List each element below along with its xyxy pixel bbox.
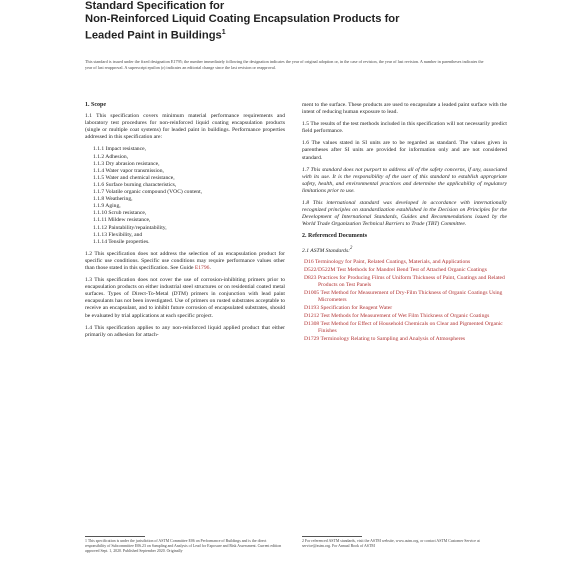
title-line: Standard Specification for (85, 0, 225, 12)
paragraph-1-4: 1.4 This specification applies to any non-reinforced liquid applied product that either primarily on adhesion for attach- (85, 324, 285, 338)
reference-title-link[interactable]: Terminology Relating to Sampling and Analysis of Atmospheres (320, 336, 466, 343)
paragraph-1-4-continued: ment to the surface. These products are used to encapsulate a leaded paint surface with the intent of reducing human exposure to lead. (302, 102, 507, 116)
paragraph-1-3: 1.3 This specification does not cover the use of corrosion-inhibiting primers prior to encapsulation products on either industrial steel structures or on residential coated metal surfaces. Types of Direct-To-Metal (DTM) primers in conjunction with lead paint encapsulants has not been investigated. Use of primers on rusted substrates acceptable to receive an encapsulant, and to inhibit future corrosion of encapsulated substrates, should be evaluated by trial applications at each specific project. (85, 277, 285, 319)
list-item: 1.1.2 Adhesion, (93, 153, 129, 160)
paragraph-1-5: 1.5 The results of the test methods included in this specification will not necessarily predict field performance. (302, 121, 507, 135)
reference-title-link[interactable]: Test Methods for Measurement of Wet Film Thickness of Organic Coatings (320, 313, 490, 320)
reference-item (302, 336, 507, 343)
reference-code-link[interactable]: D16 (304, 259, 314, 266)
title-line: Leaded Paint in Buildings$^1$ (85, 29, 226, 42)
reference-item (302, 321, 507, 335)
footnote-rule (85, 536, 145, 537)
list-item: 1.1.12 Paintability/repaintability, (93, 224, 167, 231)
paragraph-1-2: 1.2 This specification does not address the selection of an encapsulation product for specific use conditions. Specific use conditions may require performance values other than those stated in this specification. See Guide E1796. (85, 250, 285, 271)
reference-code-link[interactable]: D1005 (304, 290, 320, 297)
performance-properties-list (85, 146, 285, 245)
footnote-rule (302, 536, 362, 537)
list-item: 1.1.1 Impact resistance, (93, 146, 146, 153)
reference-code-link[interactable]: D823 (304, 275, 317, 282)
reference-title-link[interactable]: Test Methods for Mandrel Bend Test of Attached Organic Coatings (336, 267, 487, 274)
reference-code-link[interactable]: D1212 (304, 313, 320, 320)
paragraph-1-7: 1.7 This standard does not purport to address all of the safety concerns, if any, associated with its use. It is the responsibility of the user of this standard to establish appropriate safety, health, and environmental practices and determine the applicability of regulatory limitations prior to use. (302, 166, 507, 194)
reference-item (302, 275, 507, 289)
scope-heading: 1. Scope (85, 102, 106, 108)
footnote-left (85, 530, 285, 554)
list-item: 1.1.6 Surface burning characteristics, (93, 181, 177, 188)
list-item: 1.1.13 Flexibility, and (93, 231, 143, 238)
paragraph-1-1: 1.1 This specification covers minimum material performance requirements and laboratory test procedures for non-reinforced liquid coating encapsulation products (single or multiple coat systems) for leaded paint in buildings. Performance properties addressed in this specification are: (85, 113, 285, 141)
reference-title-link[interactable]: Terminology for Paint, Related Coatings, Materials, and Applications (314, 259, 471, 266)
list-item: 1.1.14 Tensile properties. (93, 238, 150, 245)
reference-item (302, 290, 507, 304)
reference-item (302, 313, 507, 320)
reference-title-link[interactable]: Practices for Producing Films of Uniform Thickness of Paint, Coatings and Related Products on Test Panels (317, 275, 505, 289)
right-column (302, 102, 507, 344)
guide-link[interactable]: E1796 (194, 264, 210, 271)
left-column (85, 102, 285, 344)
designation-preamble: This standard is issued under the fixed designation E1795; the number immediately following the designation indicates the year of original adoption or, in the case of revision, the year of last revision. A number in parentheses indicates the year of last reapproval. A superscript epsilon (ε) indicates an editorial change since the last revision or reapproval. (85, 59, 484, 70)
reference-code-link[interactable]: D1308 (304, 321, 320, 328)
list-item: 1.1.7 Volatile organic compound (VOC) content, (93, 189, 203, 196)
reference-code-link[interactable]: D1193 (304, 305, 320, 312)
reference-item (302, 305, 507, 312)
list-item: 1.1.8 Weathering, (93, 196, 133, 203)
reference-item (302, 259, 507, 266)
paragraph-1-8: 1.8 This international standard was developed in accordance with internationally recognized principles on standardization established in the Decision on Principles for the Development of International Standards, Guides and Recommendations issued by the World Trade Organization Technical Barriers to Trade (TBT) Committee. (302, 200, 507, 228)
reference-title-link[interactable]: Test Method for Effect of Household Chemicals on Clear and Pigmented Organic Finishes (318, 321, 503, 335)
reference-code-link[interactable]: D522/D522M (304, 267, 336, 274)
list-item: 1.1.4 Water vapor transmission, (93, 167, 164, 174)
reference-title-link[interactable]: Test Method for Measurement of Dry-Film Thickness of Organic Coatings Using Micrometers (318, 290, 503, 304)
reference-title-link[interactable]: Specification for Reagent Water (320, 305, 393, 312)
list-item: 1.1.3 Dry abrasion resistance, (93, 160, 160, 167)
reference-item (302, 267, 507, 274)
footnote-text: 1 This specification is under the jurisdiction of ASTM Committee E06 on Performance of Buildings and is the direct responsibility of Subcommittee E06.23 on Sampling and Analysis of Lead for Exposure and Risk Assessment. Current edition approved Sept. 1, 2020. Published September 2020. Originally (85, 539, 282, 553)
list-item: 1.1.10 Scrub resistance, (93, 210, 147, 217)
list-item: 1.1.11 Mildew resistance, (93, 217, 151, 224)
astm-standards-intro: 2.1 ASTM Standards:$^2$ (302, 245, 353, 254)
title-footnote-mark: 1 (221, 29, 226, 36)
footnote-text: 2 For referenced ASTM standards, visit the ASTM website, www.astm.org, or contact ASTM Customer Service at service@astm.org. For Annual Book of ASTM (302, 539, 480, 548)
footnote-right (302, 530, 507, 549)
list-item: 1.1.5 Water and chemical resistance, (93, 174, 175, 181)
referenced-documents-heading: 2. Referenced Documents (302, 233, 368, 240)
reference-code-link[interactable]: D1729 (304, 336, 320, 343)
paragraph-1-6: 1.6 The values stated in SI units are to be regarded as standard. The values given in parentheses after SI units are provided for information only and are not considered standard. (302, 140, 507, 161)
title-line: Non-Reinforced Liquid Coating Encapsulation Products for (85, 13, 400, 25)
reference-list (302, 259, 507, 343)
list-item: 1.1.9 Aging, (93, 203, 121, 210)
document-title (85, 0, 465, 43)
